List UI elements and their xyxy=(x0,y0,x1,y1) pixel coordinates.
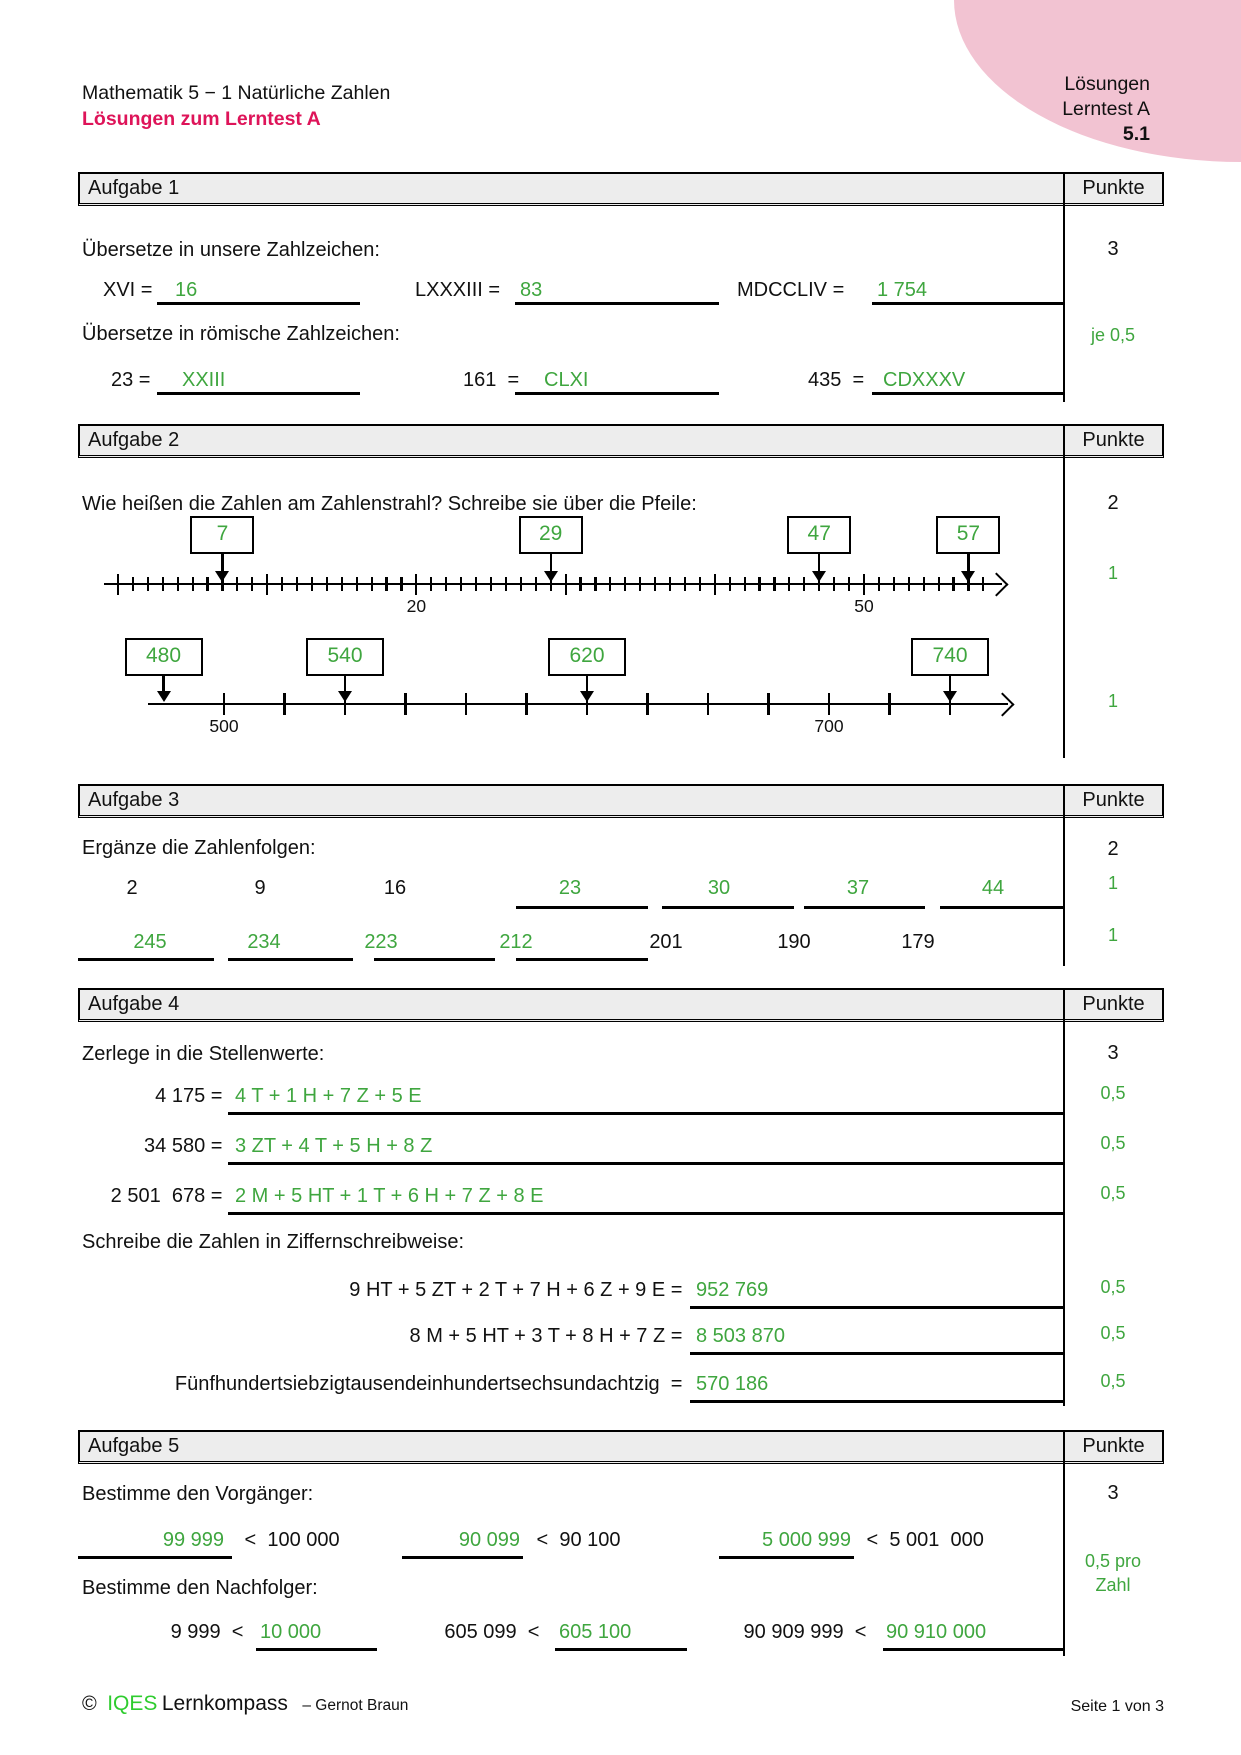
successor-label: 605 099 < xyxy=(444,1621,545,1643)
number-line-2-marker-box: 620 xyxy=(548,638,626,676)
number-line-2-tick xyxy=(888,693,890,715)
points-value: 1 xyxy=(1107,563,1119,583)
answer-blank-line xyxy=(402,1556,523,1559)
number-line-1-tick xyxy=(415,574,417,595)
aufgabe-3-section xyxy=(78,784,1164,966)
answer-blank-line xyxy=(690,1306,1063,1309)
number-line-1-tick xyxy=(147,577,149,591)
number-line-1-tick xyxy=(878,577,880,591)
aufgabe-1-title: Aufgabe 1 xyxy=(88,177,180,199)
number-line-2-marker-stem xyxy=(344,676,346,692)
points-value: je 0,5 xyxy=(1090,325,1136,345)
points-value: 0,5 xyxy=(1100,1133,1126,1153)
aufgabe-2-title: Aufgabe 2 xyxy=(88,429,180,451)
number-line-1-tick xyxy=(326,577,328,591)
number-line-1-tick xyxy=(684,577,686,591)
number-line-2-axis-label: 500 xyxy=(209,716,239,736)
answer-blank-line xyxy=(555,1648,687,1651)
number-line-1-marker-stem xyxy=(221,554,223,572)
number-line-1-tick xyxy=(460,577,462,591)
number-line-2-tick xyxy=(828,693,830,715)
number-line-2-marker-arrowhead xyxy=(338,691,352,702)
punkte-column-header: Punkte xyxy=(1082,429,1145,451)
answer-blank-line xyxy=(872,392,1063,395)
number-line-1-tick xyxy=(893,577,895,591)
points-value: 1 xyxy=(1107,873,1119,893)
number-line-1-tick xyxy=(430,577,432,591)
number-line-1-marker-stem xyxy=(967,554,969,572)
number-line-1-tick xyxy=(594,577,596,591)
number-line-1-tick xyxy=(908,577,910,591)
punkte-column-divider xyxy=(1063,172,1065,402)
number-line-1-tick xyxy=(371,577,373,591)
copyright-icon: © xyxy=(82,1693,97,1715)
number-line-1-tick xyxy=(952,577,954,591)
aufgabe-4-title: Aufgabe 4 xyxy=(88,993,180,1015)
number-line-2-marker-arrowhead xyxy=(580,691,594,702)
sequence-number: 223 xyxy=(364,931,398,953)
predecessor-answer: 5 000 999 xyxy=(762,1529,851,1551)
number-line-2-tick xyxy=(707,693,709,715)
number-line-1-tick xyxy=(475,577,477,591)
points-value: 0,5 xyxy=(1100,1371,1126,1391)
number-line-1-tick xyxy=(863,574,865,595)
decompose-answer: 3 ZT + 4 T + 5 H + 8 Z xyxy=(235,1135,433,1157)
aufgabe-1-instruction-arabic: Übersetze in unsere Zahlzeichen: xyxy=(82,239,380,261)
number-line-1-tick xyxy=(758,577,760,591)
brand-iqes: IQES xyxy=(107,1692,158,1715)
course-title: Mathematik 5 − 1 Natürliche Zahlen xyxy=(82,82,391,104)
aufgabe-5-instruction-predecessor: Bestimme den Vorgänger: xyxy=(82,1483,314,1505)
number-line-1-marker-arrowhead xyxy=(215,571,229,582)
answer-blank-line xyxy=(78,1556,232,1559)
digits-label: 9 HT + 5 ZT + 2 T + 7 H + 6 Z + 9 E = xyxy=(349,1279,688,1301)
predecessor-answer: 90 099 xyxy=(458,1529,520,1551)
number-line-1-tick xyxy=(788,577,790,591)
points-value: 2 xyxy=(1107,492,1119,514)
predecessor-comparison: < 5 001 000 xyxy=(861,1529,984,1551)
aufgabe-1-header-row xyxy=(78,172,1164,206)
answer-blank-line xyxy=(228,1162,1063,1165)
punkte-column-divider xyxy=(1063,784,1065,966)
number-line-1-tick xyxy=(117,574,119,595)
aufgabe-4-section xyxy=(78,988,1164,1406)
answer-blank-line xyxy=(883,1648,1063,1651)
punkte-column-header: Punkte xyxy=(1082,789,1145,811)
answer-blank-line xyxy=(228,1112,1063,1115)
page-number: Seite 1 von 3 xyxy=(1070,1698,1164,1715)
document-title: Lösungen zum Lerntest A xyxy=(82,108,321,130)
roman-numeral-label: XVI = xyxy=(103,279,159,301)
points-value: 2 xyxy=(1107,838,1119,860)
successor-answer: 90 910 000 xyxy=(886,1621,987,1643)
points-value: 0,5 xyxy=(1100,1277,1126,1297)
decompose-answer: 2 M + 5 HT + 1 T + 6 H + 7 Z + 8 E xyxy=(235,1185,544,1207)
sequence-number: 190 xyxy=(777,931,811,953)
sequence-blank-line xyxy=(516,906,648,909)
number-line-1-tick xyxy=(341,577,343,591)
number-line-1-tick xyxy=(132,577,134,591)
arabic-answer: 16 xyxy=(175,279,198,301)
number-line-1-tick xyxy=(206,577,208,591)
points-value: 3 xyxy=(1107,238,1119,260)
punkte-column-divider xyxy=(1063,424,1065,758)
brand-lernkompass: Lernkompass xyxy=(161,1692,288,1715)
number-line-1-tick xyxy=(654,577,656,591)
roman-answer: CLXI xyxy=(544,369,589,391)
successor-answer: 10 000 xyxy=(260,1621,322,1643)
number-line-2-marker-box: 740 xyxy=(911,638,989,676)
number-line-2-marker-box: 480 xyxy=(125,638,203,676)
number-line-1-axis-label: 20 xyxy=(406,596,427,616)
number-line-1-marker-arrowhead xyxy=(961,571,975,582)
points-value: 1 xyxy=(1107,691,1119,711)
number-line-1-tick xyxy=(744,577,746,591)
predecessor-comparison: < 90 100 xyxy=(531,1529,621,1551)
successor-label: 9 999 < xyxy=(170,1621,249,1643)
number-line-2-tick xyxy=(404,693,406,715)
number-line-1-tick xyxy=(356,577,358,591)
punkte-column-divider xyxy=(1063,1430,1065,1656)
number-line-1-tick xyxy=(579,577,581,591)
answer-blank-line xyxy=(515,302,719,305)
number-line-1-tick xyxy=(385,577,387,591)
punkte-column-header: Punkte xyxy=(1082,1435,1145,1457)
predecessor-answer: 99 999 xyxy=(162,1529,224,1551)
sequence-number: 23 xyxy=(558,877,582,899)
number-line-1-tick xyxy=(266,574,268,595)
answer-blank-line xyxy=(228,1212,1063,1215)
number-line-2-marker-stem xyxy=(949,676,951,692)
points-value: 0,5 xyxy=(1100,1323,1126,1343)
number-line-2-axis-label: 700 xyxy=(814,716,844,736)
aufgabe-4-instruction-digits: Schreibe die Zahlen in Ziffernschreibweise: xyxy=(82,1231,465,1253)
aufgabe-3-instruction: Ergänze die Zahlenfolgen: xyxy=(82,837,316,859)
number-line-1-marker-box: 47 xyxy=(787,516,851,554)
number-line-2-marker-box: 540 xyxy=(306,638,384,676)
roman-answer: XXIII xyxy=(182,369,226,391)
number-line-1-tick xyxy=(565,574,567,595)
punkte-column-header: Punkte xyxy=(1082,993,1145,1015)
sequence-number: 245 xyxy=(133,931,167,953)
sequence-number: 2 xyxy=(126,877,138,899)
aufgabe-1-section xyxy=(78,172,1164,402)
answer-blank-line xyxy=(690,1400,1063,1403)
sequence-number: 37 xyxy=(846,877,870,899)
number-line-2-tick xyxy=(646,693,648,715)
sequence-number: 212 xyxy=(499,931,533,953)
aufgabe-5-title: Aufgabe 5 xyxy=(88,1435,180,1457)
digits-answer: 952 769 xyxy=(696,1279,769,1301)
corner-badge-text xyxy=(1062,72,1150,147)
number-line-1-tick xyxy=(714,574,716,595)
number-line-1-tick xyxy=(669,577,671,591)
aufgabe-4-header-row xyxy=(78,988,1164,1022)
roman-answer: CDXXXV xyxy=(883,369,966,391)
number-line-2-marker-arrowhead xyxy=(157,691,171,702)
aufgabe-2-section xyxy=(78,424,1164,758)
digits-answer: 570 186 xyxy=(696,1373,769,1395)
number-line-1-tick xyxy=(162,577,164,591)
number-line-1-axis xyxy=(104,583,1002,586)
number-line-1-marker-stem xyxy=(550,554,552,572)
number-line-1-marker-box: 29 xyxy=(519,516,583,554)
aufgabe-2-question: Wie heißen die Zahlen am Zahlenstrahl? Schreibe sie über die Pfeile: xyxy=(82,493,697,515)
number-line-1-marker-arrowhead xyxy=(544,571,558,582)
number-line-1-tick xyxy=(535,577,537,591)
arabic-number-label: 435 = xyxy=(808,369,870,391)
sequence-number: 9 xyxy=(254,877,266,899)
sequence-number: 201 xyxy=(649,931,683,953)
sequence-blank-line xyxy=(374,958,495,961)
punkte-column-divider xyxy=(1063,988,1065,1406)
successor-label: 90 909 999 < xyxy=(743,1621,872,1643)
roman-numeral-label: LXXXIII = xyxy=(415,279,506,301)
badge-line-loesungen: Lösungen xyxy=(1064,73,1150,95)
digits-label: 8 M + 5 HT + 3 T + 8 H + 7 Z = xyxy=(409,1325,688,1347)
number-line-1-tick xyxy=(400,577,402,591)
answer-blank-line xyxy=(719,1556,854,1559)
number-line-2-axis-arrowhead xyxy=(990,692,1014,716)
number-line-1-tick xyxy=(938,577,940,591)
sequence-blank-line xyxy=(228,958,353,961)
badge-line-lerntest: Lerntest A xyxy=(1062,98,1150,120)
number-line-1-tick xyxy=(296,577,298,591)
number-line-1-tick xyxy=(773,577,775,591)
number-line-1-tick xyxy=(923,577,925,591)
number-line-1-tick xyxy=(803,577,805,591)
points-value: 3 xyxy=(1107,1482,1119,1504)
aufgabe-4-instruction-decompose: Zerlege in die Stellenwerte: xyxy=(82,1043,325,1065)
number-line-2-tick xyxy=(223,693,225,715)
predecessor-comparison: < 100 000 xyxy=(239,1529,340,1551)
decompose-label: 4 175 = xyxy=(155,1085,228,1107)
number-line-1-tick xyxy=(251,577,253,591)
number-line-1-tick xyxy=(699,577,701,591)
number-line-1-tick xyxy=(311,577,313,591)
answer-blank-line xyxy=(157,392,360,395)
sequence-number: 44 xyxy=(981,877,1005,899)
arabic-answer: 1 754 xyxy=(877,279,928,301)
sequence-number: 179 xyxy=(901,931,935,953)
sequence-number: 30 xyxy=(707,877,731,899)
aufgabe-3-title: Aufgabe 3 xyxy=(88,789,180,811)
number-line-2-tick xyxy=(525,693,527,715)
digits-answer: 8 503 870 xyxy=(696,1325,785,1347)
sequence-number: 234 xyxy=(247,931,281,953)
number-line-1-tick xyxy=(177,577,179,591)
number-line-1-axis-label: 50 xyxy=(854,596,874,616)
roman-numeral-label: MDCCLIV = xyxy=(737,279,850,301)
number-line-1-tick xyxy=(624,577,626,591)
points-value: 0,5 xyxy=(1100,1183,1126,1203)
sequence-blank-line xyxy=(516,958,648,961)
number-line-2-marker-stem xyxy=(586,676,588,692)
number-line-2-tick xyxy=(767,693,769,715)
aufgabe-1-instruction-roman: Übersetze in römische Zahlzeichen: xyxy=(82,323,400,345)
points-value: 1 xyxy=(1107,925,1119,945)
number-line-2-axis xyxy=(148,703,1008,706)
number-line-1-tick xyxy=(729,577,731,591)
number-line-1-tick xyxy=(833,577,835,591)
number-line-2-marker-arrowhead xyxy=(943,691,957,702)
answer-blank-line xyxy=(872,302,1063,305)
answer-blank-line xyxy=(690,1352,1063,1355)
successor-answer: 605 100 xyxy=(559,1621,632,1643)
aufgabe-5-section xyxy=(78,1430,1164,1656)
answer-blank-line xyxy=(515,392,719,395)
number-line-1-tick xyxy=(639,577,641,591)
sequence-blank-line xyxy=(940,906,1063,909)
number-line-1-tick xyxy=(609,577,611,591)
aufgabe-5-instruction-successor: Bestimme den Nachfolger: xyxy=(82,1577,318,1599)
digits-label: Fünfhundertsiebzigtausendeinhundertsechsundachtzig = xyxy=(174,1373,688,1395)
decompose-label: 34 580 = xyxy=(144,1135,228,1157)
number-line-1-tick xyxy=(505,577,507,591)
number-line-1-tick xyxy=(192,577,194,591)
footer-brand xyxy=(82,1692,408,1716)
number-line-1-tick xyxy=(982,577,984,591)
points-value: 3 xyxy=(1107,1042,1119,1064)
number-line-1-marker-box: 7 xyxy=(190,516,254,554)
sequence-blank-line xyxy=(78,958,214,961)
number-line-1-tick xyxy=(520,577,522,591)
badge-line-version: 5.1 xyxy=(1122,123,1150,145)
number-line-1-tick xyxy=(445,577,447,591)
number-line-1-marker-stem xyxy=(818,554,820,572)
number-line-1-tick xyxy=(236,577,238,591)
aufgabe-5-header-row xyxy=(78,1430,1164,1464)
number-line-1-axis-arrowhead xyxy=(984,572,1008,596)
number-line-1-tick xyxy=(490,577,492,591)
points-value: 0,5 pro xyxy=(1084,1551,1142,1571)
number-line-1-tick xyxy=(281,577,283,591)
decompose-label: 2 501 678 = xyxy=(110,1185,228,1207)
arabic-number-label: 23 = xyxy=(111,369,157,391)
points-value: 0,5 xyxy=(1100,1083,1126,1103)
number-line-2-tick xyxy=(283,693,285,715)
aufgabe-2-header-row xyxy=(78,424,1164,458)
number-line-1-marker-arrowhead xyxy=(812,571,826,582)
sequence-blank-line xyxy=(662,906,794,909)
number-line-2-marker-stem xyxy=(162,676,164,692)
number-line-1-tick xyxy=(848,577,850,591)
decompose-answer: 4 T + 1 H + 7 Z + 5 E xyxy=(235,1085,422,1107)
answer-blank-line xyxy=(157,302,360,305)
number-line-1-marker-box: 57 xyxy=(936,516,1000,554)
answer-blank-line xyxy=(256,1648,377,1651)
footer-author: – Gernot Braun xyxy=(302,1697,409,1714)
sequence-number: 16 xyxy=(383,877,407,899)
punkte-column-header: Punkte xyxy=(1082,177,1145,199)
points-value: Zahl xyxy=(1095,1575,1131,1595)
sequence-blank-line xyxy=(804,906,925,909)
arabic-number-label: 161 = xyxy=(463,369,525,391)
arabic-answer: 83 xyxy=(520,279,543,301)
aufgabe-3-header-row xyxy=(78,784,1164,818)
number-line-2-tick xyxy=(465,693,467,715)
